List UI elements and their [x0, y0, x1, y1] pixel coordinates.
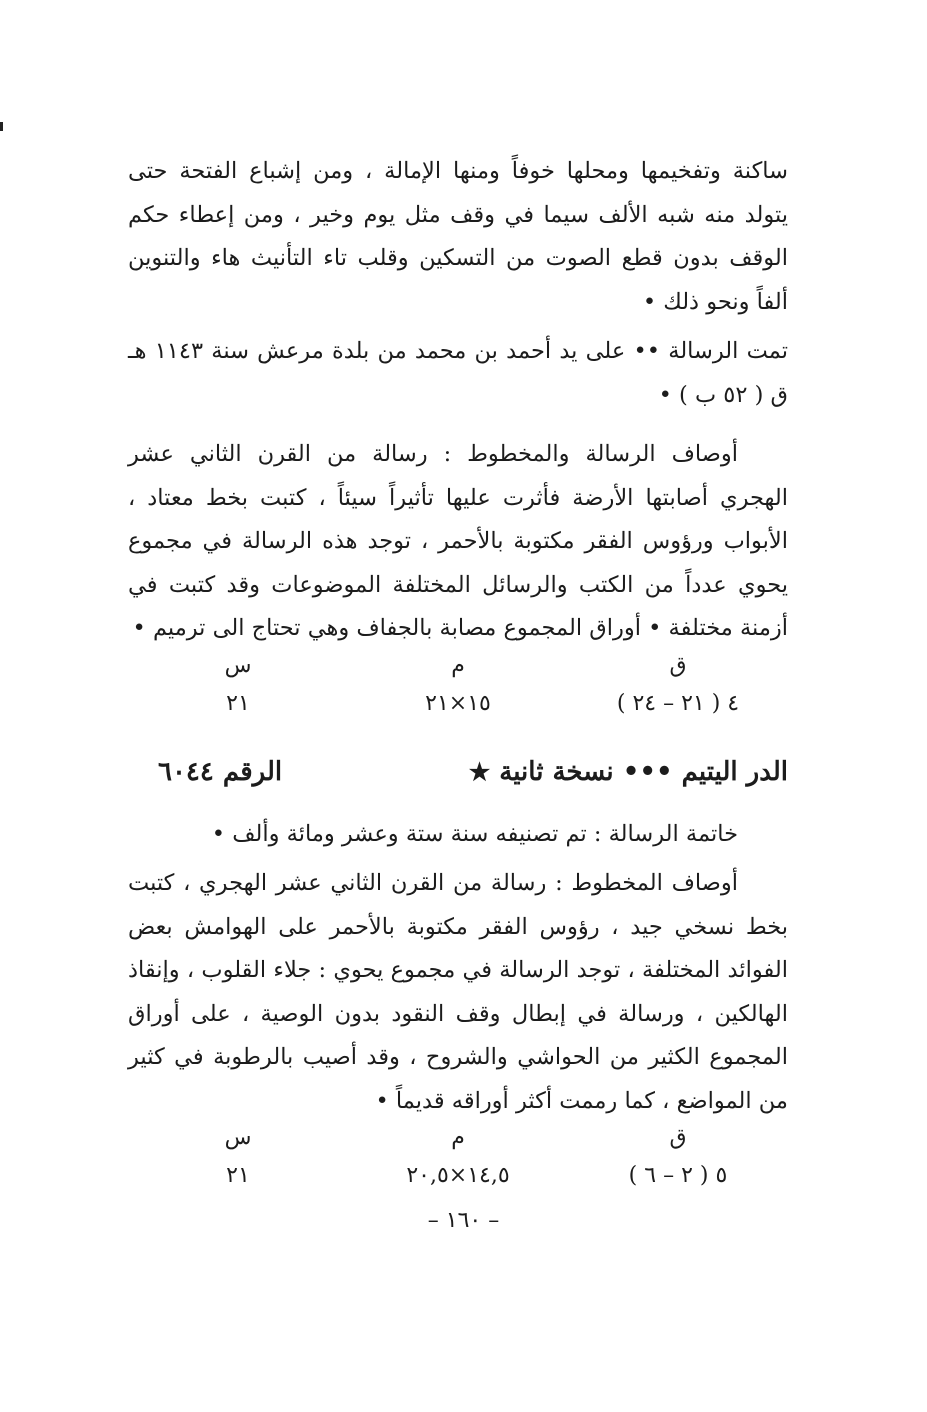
manuscript-specs-table	[128, 651, 788, 739]
value-size: ١٤,٥×٢٠,٥	[406, 1163, 510, 1188]
value-folios: ٤ ( ٢١ – ٢٤ )	[616, 690, 740, 716]
margin-mark	[0, 122, 3, 131]
page-body	[128, 150, 788, 1211]
col-header-lines: س	[224, 652, 252, 678]
manuscript-description-paragraph: أوصاف المخطوط : رسالة من القرن الثاني عشر الهجري ، كتبت بخط نسخي جيد ، رؤوس الفقر مكتوبة بالأحمر على الهوامش بعض الفوائد المختلفة ، توجد الرسالة في مجموع يحوي : جلاء القلوب ، وإنقاذ الهالكين ، ورسالة في إبطال وقف النقود بدون الوصية ، على أوراق المجموع الكثير من الحواشي والشروح ، وقد أصيب بالرطوبة في كثير من المواضع ، كما رممت أكثر أوراقه قديماً •	[128, 870, 788, 1114]
col-header-folios: ق	[669, 652, 687, 678]
col-header-size: م	[451, 652, 465, 678]
value-lines: ٢١	[226, 690, 250, 716]
col-header-lines: س	[224, 1125, 252, 1150]
colophon-paragraph: تمت الرسالة •• على يد أحمد بن محمد من بلدة مرعش سنة ١١٤٣ هـ ق ( ٥٢ ب ) •	[128, 338, 788, 408]
star-icon: ★	[468, 756, 491, 786]
description-paragraph: أوصاف الرسالة والمخطوط : رسالة من القرن الثاني عشر الهجري أصابتها الأرضة فأثرت عليها تأثيراً سيئاً ، كتبت بخط معتاد ، الأبواب ورؤوس الفقر مكتوبة بالأحمر ، توجد هذه الرسالة في مجموع يحوي عدداً من الكتب والرسائل المختلفة الموضوعات وقد كتبت في أزمنة مختلفة • أوراق المجموع مصابة بالجفاف وهي تحتاج الى ترميم •	[128, 441, 788, 641]
manuscript-specs-table-2	[128, 1123, 788, 1211]
col-header-size: م	[451, 1125, 465, 1150]
value-lines: ٢١	[226, 1163, 250, 1188]
paragraph-continuation: ساكنة وتفخيمها ومحلها خوفاً ومنها الإمالة ، ومن إشباع الفتحة حتى يتولد منه شبه الألف سيما في وقف مثل يوم وخير ، ومن إعطاء حكم الوقف بدون قطع الصوت من التسكين وقلب تاء التأنيث هاء والتنوين ألفاً ونحو ذلك •	[128, 158, 788, 315]
page-number: – ١٦٠ –	[427, 1208, 500, 1233]
col-header-folios: ق	[669, 1125, 687, 1150]
heading-number: الرقم ٦٠٤٤	[158, 756, 283, 787]
heading-title-wrap	[469, 757, 788, 787]
ending-paragraph: خاتمة الرسالة : تم تصنيفه سنة ستة وعشر ومائة وألف •	[211, 820, 738, 847]
value-folios: ٥ ( ٢ – ٦ )	[628, 1163, 728, 1188]
section-heading	[128, 747, 788, 813]
value-size: ١٥×٢١	[425, 690, 491, 716]
heading-title: الدر اليتيم ••• نسخة ثانية	[499, 756, 788, 787]
